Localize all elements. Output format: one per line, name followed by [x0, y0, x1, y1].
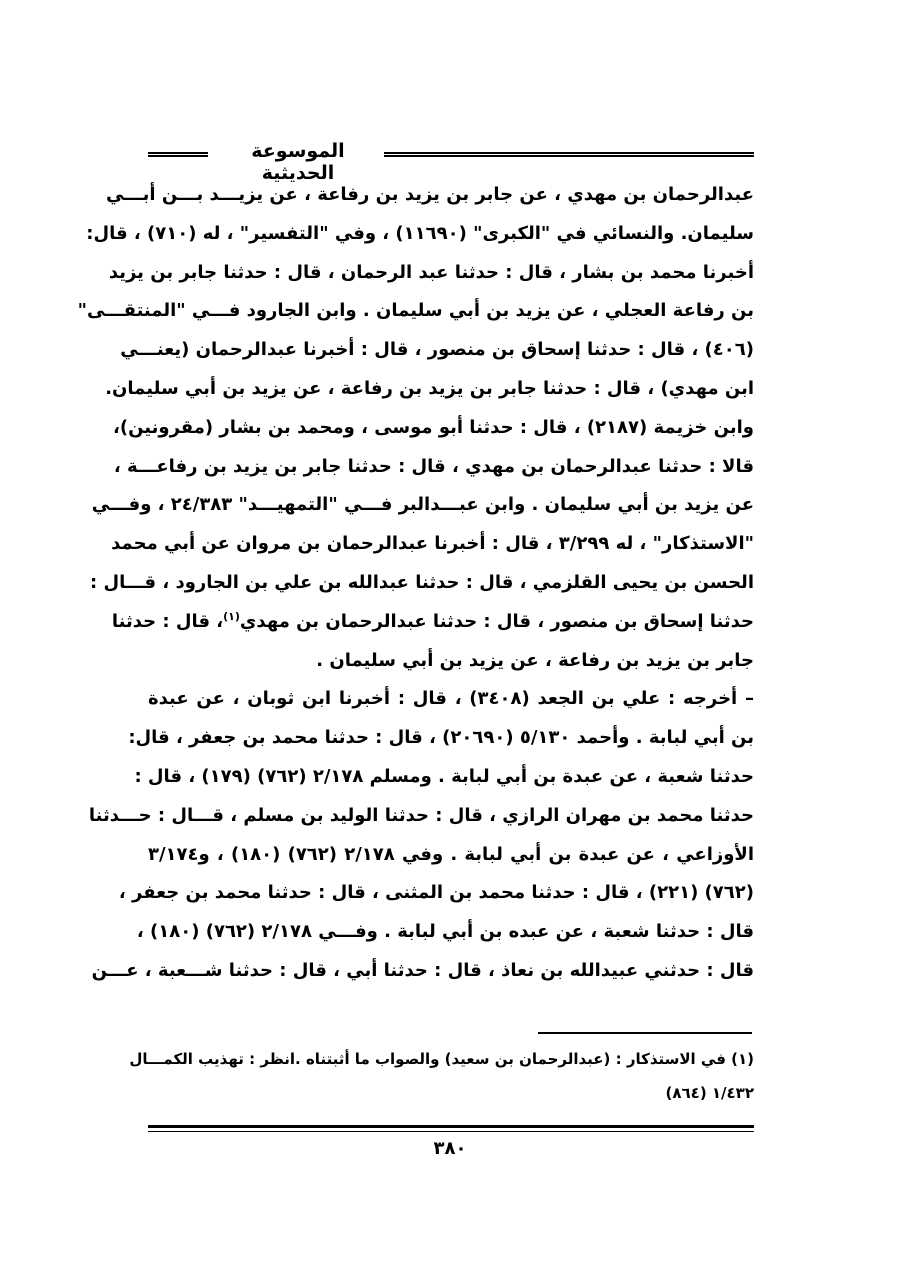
main-text — [77, 176, 754, 991]
text-line: جابر بن يزيد بن رفاعة ، عن يزيد بن أبي سليمان . — [316, 649, 754, 671]
text-line-segment: ، قال : حدثنا — [111, 610, 224, 632]
text-line: بن أبي لبابة . وأحمد ٥/١٣٠ (٢٠٦٩٠) ، قال : حدثنا محمد بن جعفر ، قال: — [128, 727, 754, 749]
text-line: (٤٠٦) ، قال : حدثنا إسحاق بن منصور ، قال : أخبرنا عبدالرحمان (يعنـــي — [120, 339, 754, 361]
page-number: ٣٨٠ — [433, 1138, 467, 1159]
footnote-reference[interactable]: (١) — [223, 609, 240, 623]
text-line: أخبرنا محمد بن بشار ، قال : حدثنا عبد الرحمان ، قال : حدثنا جابر بن يزيد — [108, 261, 754, 283]
text-line: الحسن بن يحيى القلزمي ، قال : حدثنا عبدالله بن علي بن الجارود ، قـــال : — [90, 571, 754, 593]
text-line-segment: حدثنا إسحاق بن منصور ، قال : حدثنا عبدالرحمان بن مهدي — [239, 610, 754, 632]
text-line: "الاستذكار" ، له ٣/٢٩٩ ، قال : أخبرنا عبدالرحمان بن مروان عن أبي محمد — [111, 533, 754, 555]
text-line: بن رفاعة العجلي ، عن يزيد بن أبي سليمان . وابن الجارود فـــي "المنتقـــى" — [77, 300, 754, 322]
text-line: عبدالرحمان بن مهدي ، عن جابر بن يزيد بن رفاعة ، عن يزيـــد بـــن أبـــي — [105, 184, 754, 205]
text-line: حدثنا شعبة ، عن عبدة بن أبي لبابة . ومسلم ٢/١٧٨ (٧٦٢) (١٧٩) ، قال : — [134, 765, 754, 787]
header-title: الموسوعة الحديثية — [251, 140, 345, 184]
text-line: عن يزيد بن أبي سليمان . وابن عبـــدالبر فـــي "التمهيـــد" ٢٤/٣٨٣ ، وفـــي — [91, 494, 754, 516]
running-header — [148, 140, 754, 184]
text-line: وابن خزيمة (٢١٨٧) ، قال : حدثنا أبو موسى ، ومحمد بن بشار (مقرونين)، — [113, 416, 754, 438]
footnote — [129, 1042, 754, 1110]
header-rule-left — [148, 152, 208, 157]
text-line: (٧٦٢) (٢٢١) ، قال : حدثنا محمد بن المثنى ، قال : حدثنا محمد بن جعفر ، — [118, 882, 754, 904]
text-line-with-footnote — [111, 603, 754, 642]
text-line: – أخرجه : علي بن الجعد (٣٤٠٨) ، قال : أخبرنا ابن ثوبان ، عن عبدة — [148, 688, 754, 710]
text-line: حدثنا محمد بن مهران الرازي ، قال : حدثنا الوليد بن مسلم ، قـــال : حـــدثنا — [88, 804, 754, 826]
text-line: قال : حدثنا شعبة ، عن عبده بن أبي لبابة . وفـــي ٢/١٧٨ (٧٦٢) (١٨٠) ، — [136, 921, 754, 943]
footnote-separator — [538, 1032, 752, 1034]
text-line: قالا : حدثنا عبدالرحمان بن مهدي ، قال : حدثنا جابر بن يزيد بن رفاعـــة ، — [113, 455, 754, 477]
footnote-line: ١/٤٣٢ (٨٦٤) — [665, 1084, 754, 1102]
footer-rule — [148, 1125, 754, 1132]
text-line: الأوزاعي ، عن عبدة بن أبي لبابة . وفي ٢/١٧٨ (٧٦٢) (١٨٠) ، و٣/١٧٤ — [148, 843, 754, 865]
header-rule-right — [384, 152, 754, 157]
text-line: ابن مهدي) ، قال : حدثنا جابر بن يزيد بن رفاعة ، عن يزيد بن أبي سليمان. — [105, 377, 754, 399]
footnote-line: (١) في الاستذكار : (عبدالرحمان بن سعيد) والصواب ما أثبتناه .انظر : تهذيب الكمـــال — [129, 1050, 754, 1068]
text-line: قال : حدثني عبيدالله بن نعاذ ، قال : حدثنا أبي ، قال : حدثنا شـــعبة ، عـــن — [91, 959, 754, 981]
text-line: سليمان. والنسائي في "الكبرى" (١١٦٩٠) ، وفي "التفسير" ، له (٧١٠) ، قال: — [86, 222, 754, 244]
